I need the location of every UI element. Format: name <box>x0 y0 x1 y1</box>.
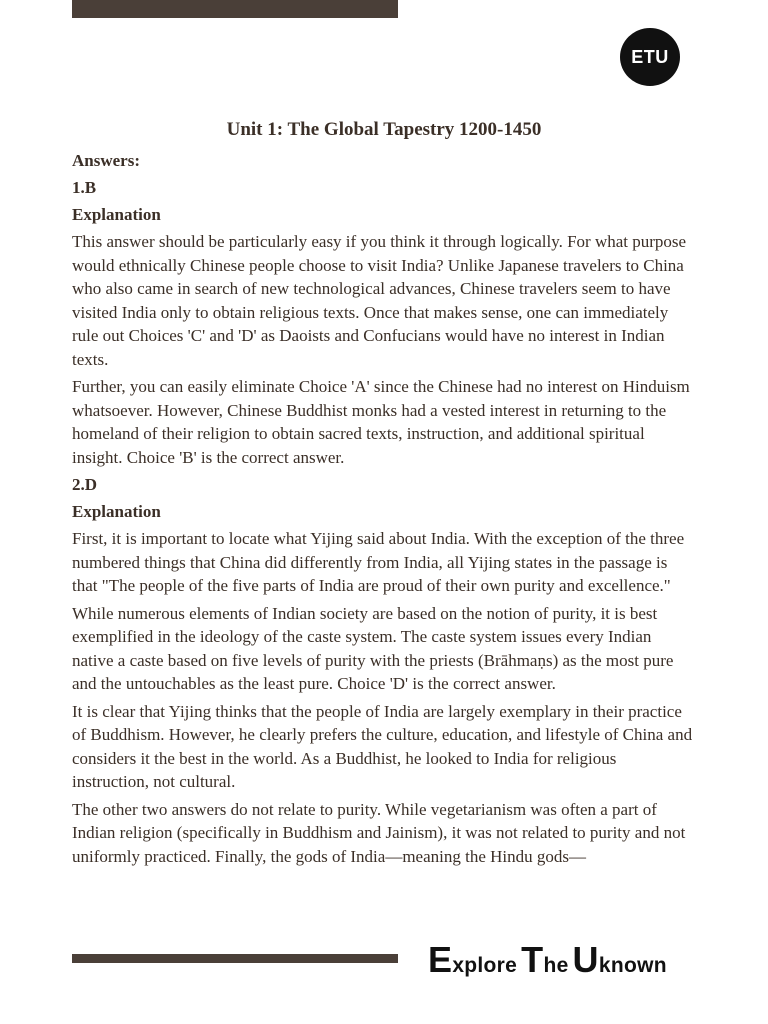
brand-word-xplore: xplore <box>452 954 518 977</box>
brand-word-he: he <box>543 954 569 977</box>
brand-letter-e: E <box>428 939 453 980</box>
top-decorative-bar <box>72 0 398 18</box>
footer-brand-logo <box>428 936 688 978</box>
question-2-answer: 2.D <box>72 475 98 494</box>
question-2-paragraph-1: First, it is important to locate what Yijing said about India. With the exception of the three numbered things that China did differently from India, all Yijing states in the passage is that "The people of the five parts of India are proud of their own purity and excellence." <box>72 529 685 595</box>
question-2-explanation-heading: Explanation <box>72 502 161 521</box>
brand-word-known: known <box>598 954 667 977</box>
question-1-explanation-heading: Explanation <box>72 205 161 224</box>
page-title: Unit 1: The Global Tapestry 1200-1450 <box>226 119 542 140</box>
question-2-paragraph-3: It is clear that Yijing thinks that the people of India are largely exemplary in their practice of Buddhism. However, he clearly prefers the culture, education, and lifestyle of China and considers it the best in the world. As a Buddhist, he looked to India for religious instruction, not cultural. <box>72 701 693 791</box>
question-2-paragraph-4: The other two answers do not relate to purity. While vegetarianism was often a part of Indian religion (specifically in Buddhism and Jainism), it was not related to purity and not uniformly practiced. Finally, the gods of India—meaning the Hindu gods— <box>72 799 686 866</box>
question-1-answer: 1.B <box>72 178 97 197</box>
answers-heading: Answers: <box>72 151 140 170</box>
etu-logo <box>620 28 680 86</box>
brand-letter-u: U <box>572 939 599 980</box>
brand-letter-t: T <box>521 939 544 980</box>
bottom-decorative-bar <box>72 954 398 963</box>
question-1-paragraph-1: This answer should be particularly easy if you think it through logically. For what purpose would ethnically Chinese people choose to visit India? Unlike Japanese travelers to China who also came in search of new technological advances, Chinese travelers seem to have visited India only to obtain religious texts. Once that makes sense, one can immediately rule out Choices 'C' and 'D' as Daoists and Confucians would have no interest in Indian texts. <box>72 232 687 369</box>
question-2-paragraph-2: While numerous elements of Indian society are based on the notion of purity, it is best exemplified in the ideology of the caste system. The caste system issues every Indian native a caste based on five levels of purity with the priests (Brāhmaṇs) as the most pure and the untouchables as the least pure. Choice 'D' is the correct answer. <box>72 603 674 693</box>
question-1-paragraph-2: Further, you can easily eliminate Choice 'A' since the Chinese had no interest on Hinduism whatsoever. However, Chinese Buddhist monks had a vested interest in returning to the homeland of their religion to obtain sacred texts, instruction, and additional spiritual insight. Choice 'B' is the correct answer. <box>72 377 690 467</box>
document-body <box>72 115 696 872</box>
logo-text: ETU <box>631 46 669 67</box>
